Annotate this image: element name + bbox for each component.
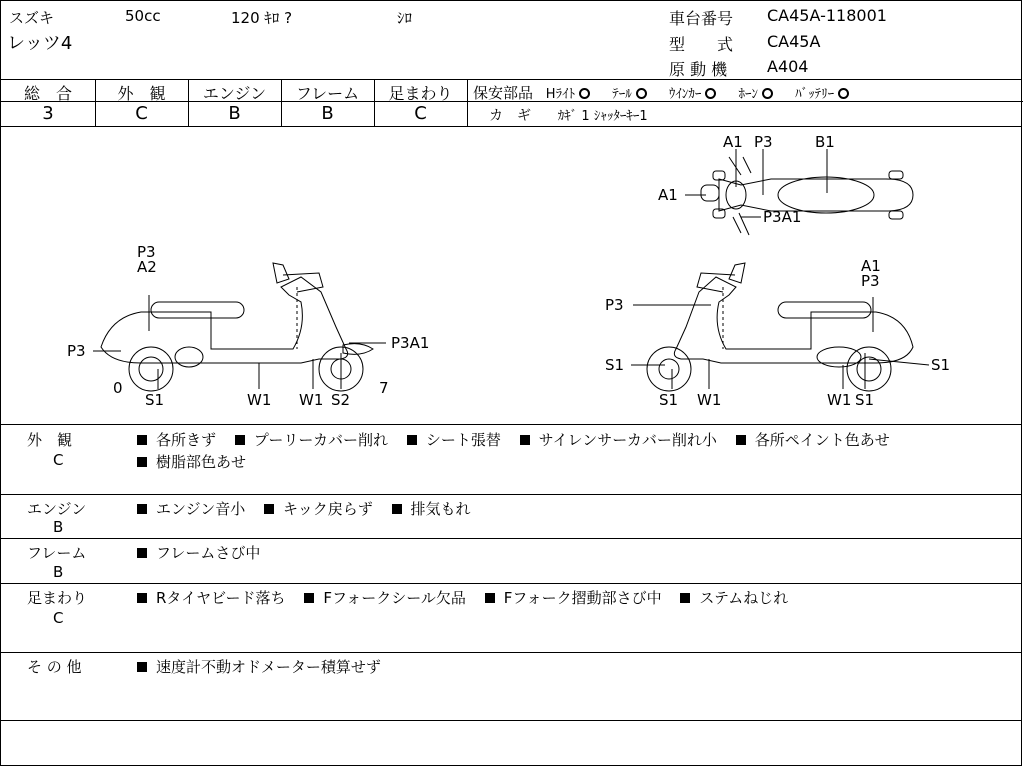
key-label: カ ギ bbox=[489, 108, 531, 124]
remark-item: サイレンサーカバー削れ小 bbox=[538, 431, 717, 449]
ok-circle-icon bbox=[636, 88, 647, 99]
label-left-seven: 7 bbox=[379, 379, 389, 397]
scooter-outlines bbox=[93, 149, 929, 391]
remark-grade-engine: B bbox=[53, 518, 64, 536]
engine-value: A404 bbox=[767, 57, 809, 76]
diagram-labels bbox=[67, 133, 950, 409]
remark-item: 各所きず bbox=[156, 431, 217, 449]
remark-title-frame: フレーム bbox=[27, 544, 87, 562]
label-top-a1: A1 bbox=[723, 133, 743, 151]
ok-circle-icon bbox=[762, 88, 773, 99]
remark-item: ステムねじれ bbox=[699, 589, 789, 607]
label-left-s1: S1 bbox=[145, 391, 165, 409]
model-name: レッツ4 bbox=[7, 33, 73, 54]
label-right-p3-top: P3 bbox=[861, 272, 880, 290]
remark-item: 排気もれ bbox=[410, 500, 471, 518]
grade-header-suspension: 足まわり bbox=[388, 84, 453, 103]
label-top-a1-left: A1 bbox=[658, 186, 678, 204]
remark-item: Fフォークシール欠品 bbox=[323, 589, 466, 607]
left-side-scooter bbox=[101, 263, 373, 391]
grade-suspension: C bbox=[414, 103, 427, 124]
remark-title-exterior: 外 観 bbox=[27, 431, 73, 449]
remark-item: Rタイヤビード落ち bbox=[156, 589, 286, 607]
ok-circle-icon bbox=[838, 88, 849, 99]
grade-exterior: C bbox=[135, 103, 148, 124]
label-right-a1: A1 bbox=[861, 257, 881, 275]
grade-engine: B bbox=[228, 103, 241, 124]
label-top-p3a1: P3A1 bbox=[763, 208, 802, 226]
safety-horn: ﾎｰﾝ bbox=[738, 87, 758, 102]
remark-item: 樹脂部色あせ bbox=[156, 453, 247, 471]
ok-circle-icon bbox=[705, 88, 716, 99]
label-right-s1-rear: S1 bbox=[855, 391, 875, 409]
safety-battery: ﾊﾞｯﾃﾘｰ bbox=[795, 87, 835, 102]
color: ｼﾛ bbox=[397, 9, 413, 27]
remark-item: 各所ペイント色あせ bbox=[754, 431, 890, 449]
distance: 120 ｷﾛ ? bbox=[231, 9, 293, 27]
ok-circle-icon bbox=[579, 88, 590, 99]
maker: スズキ bbox=[9, 9, 55, 27]
label-left-w1-a: W1 bbox=[247, 391, 272, 409]
displacement: 50cc bbox=[125, 7, 161, 25]
remark-items-exterior bbox=[137, 429, 890, 450]
label-left-a2: A2 bbox=[137, 258, 157, 276]
frame-no: CA45A-118001 bbox=[767, 6, 887, 25]
grade-header-engine: エンジン bbox=[202, 84, 267, 103]
grade-total: 3 bbox=[42, 103, 54, 124]
safety-label: 保安部品 bbox=[473, 84, 534, 102]
label-top-b1: B1 bbox=[815, 133, 835, 151]
remark-items-engine bbox=[137, 498, 471, 519]
grade-header-exterior: 外 観 bbox=[117, 84, 166, 103]
remark-item: エンジン音小 bbox=[156, 500, 246, 518]
key-value: ｶｷﾞ 1 ｼｬｯﾀｰｷｰ1 bbox=[557, 109, 648, 124]
label-right-w1-b: W1 bbox=[827, 391, 852, 409]
label-top-p3: P3 bbox=[754, 133, 773, 151]
label-right-s1-side: S1 bbox=[931, 356, 951, 374]
label-left-w1-b: W1 bbox=[299, 391, 324, 409]
label-right-s1-front: S1 bbox=[605, 356, 625, 374]
scooter-damage-diagram bbox=[1, 127, 1023, 423]
label-left-p3-rear: P3 bbox=[67, 342, 86, 360]
grade-header-total: 総 合 bbox=[23, 84, 72, 103]
remark-item: キック戻らず bbox=[283, 500, 373, 518]
safety-headlight: Hﾗｲﾄ bbox=[545, 87, 576, 102]
remark-items-other bbox=[137, 656, 381, 677]
safety-tail: ﾃｰﾙ bbox=[612, 87, 632, 102]
remark-item: フレームさび中 bbox=[156, 544, 261, 562]
remark-items-suspension bbox=[137, 587, 788, 608]
remark-item: 速度計不動オドメーター積算せず bbox=[156, 658, 381, 676]
key-row bbox=[489, 105, 648, 125]
grade-header-frame: フレーム bbox=[295, 84, 360, 103]
remark-items-frame bbox=[137, 542, 260, 563]
label-left-p3a1: P3A1 bbox=[391, 334, 430, 352]
remark-grade-frame: B bbox=[53, 563, 64, 581]
remark-grade-suspension: C bbox=[53, 609, 64, 627]
remark-item: Fフォーク摺動部さび中 bbox=[503, 589, 662, 607]
top-view-scooter bbox=[701, 157, 913, 235]
remark-grade-exterior: C bbox=[53, 451, 64, 469]
remark-item: シート張替 bbox=[425, 431, 501, 449]
label-right-p3-front: P3 bbox=[605, 296, 624, 314]
remark-title-other: そ の 他 bbox=[27, 658, 82, 676]
safety-winker: ｳｲﾝｶｰ bbox=[668, 87, 702, 102]
label-left-p3-top: P3 bbox=[137, 243, 156, 261]
remark-title-suspension: 足まわり bbox=[27, 589, 88, 607]
type-value: CA45A bbox=[767, 32, 821, 51]
label-right-w1-a: W1 bbox=[697, 391, 722, 409]
label-left-s2: S2 bbox=[331, 391, 351, 409]
remark-title-engine: エンジン bbox=[27, 500, 87, 518]
label-right-s1-bottom: S1 bbox=[659, 391, 679, 409]
remark-items-exterior-2 bbox=[137, 451, 246, 472]
frame-no-label: 車台番号 bbox=[669, 9, 734, 28]
type-label: 型 式 bbox=[669, 35, 734, 54]
engine-label: 原 動 機 bbox=[669, 60, 728, 79]
remark-item: プーリーカバー削れ bbox=[253, 431, 389, 449]
safety-row bbox=[473, 82, 849, 103]
leader-lines bbox=[93, 149, 929, 389]
label-left-zero: 0 bbox=[113, 379, 123, 397]
grade-frame: B bbox=[321, 103, 334, 124]
